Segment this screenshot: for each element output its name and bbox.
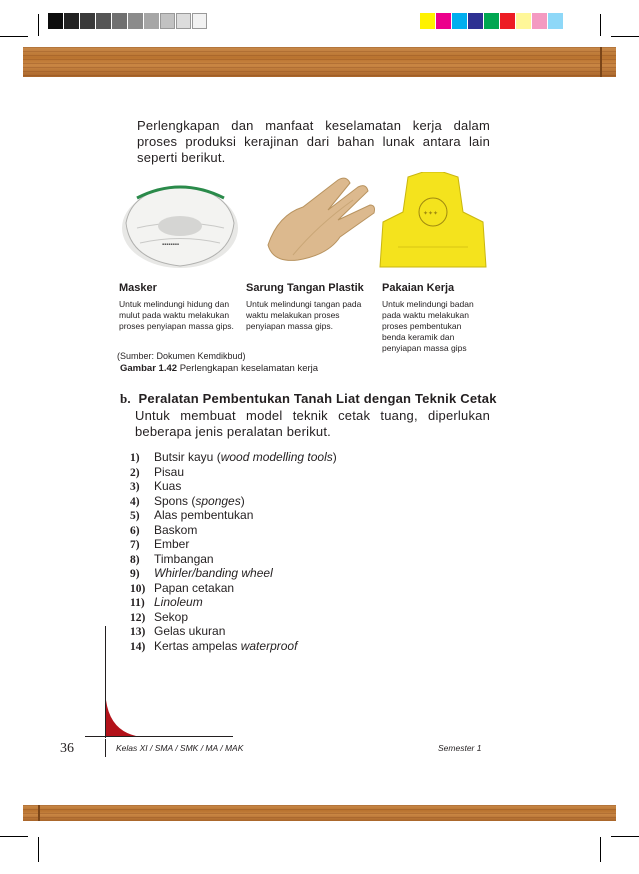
tool-text: Spons ( <box>154 493 196 508</box>
header-wood-strip <box>23 47 616 77</box>
tool-text: Papan cetakan <box>154 580 235 595</box>
color-swatch <box>516 13 531 29</box>
tool-text-after: ) <box>240 493 245 508</box>
tool-italic-text: wood modelling tools <box>220 450 333 464</box>
color-swatch <box>484 13 499 29</box>
footer-divider <box>105 739 106 757</box>
tool-text: Kertas ampelas <box>154 638 241 653</box>
svg-text:✦✦✦: ✦✦✦ <box>423 211 439 217</box>
tool-number: 6) <box>130 524 140 537</box>
apron-description: Untuk melindungi badan pada waktu melakukan proses pembentukan benda keramik dan penyiapan massa gips <box>382 299 474 353</box>
tool-list-item <box>130 639 337 654</box>
crop-mark <box>0 836 28 837</box>
color-swatch <box>452 13 467 29</box>
color-swatch <box>436 13 451 29</box>
tool-text: Kuas <box>154 479 182 493</box>
gray-swatch <box>112 13 127 29</box>
gray-swatch <box>96 13 111 29</box>
tool-list-item <box>130 624 337 639</box>
section-title: Peralatan Pembentukan Tanah Liat dengan Teknik Cetak <box>138 391 497 406</box>
tool-number: 7) <box>130 539 140 551</box>
wood-seam <box>38 805 40 821</box>
section-heading <box>120 391 497 407</box>
glove-title: Sarung Tangan Plastik <box>246 282 364 294</box>
page-number: 36 <box>60 741 74 756</box>
tool-list-item <box>130 552 337 567</box>
tool-text: Butsir kayu ( <box>154 450 221 464</box>
crop-mark <box>38 14 39 36</box>
tool-text: Pisau <box>154 464 185 479</box>
tool-text-after: ) <box>332 450 337 464</box>
mask-title: Masker <box>119 282 157 294</box>
svg-text:▪▪▪▪▪▪▪▪: ▪▪▪▪▪▪▪▪ <box>162 242 180 248</box>
tool-list-item <box>130 465 337 480</box>
gray-swatch <box>48 13 63 29</box>
tool-number: 4) <box>130 495 140 508</box>
tool-text: Alas pembentukan <box>154 508 254 522</box>
corner-ornament <box>106 700 136 736</box>
crop-mark <box>600 837 601 862</box>
apron-title: Pakaian Kerja <box>382 282 455 294</box>
crop-mark <box>611 836 639 837</box>
figure-source: (Sumber: Dokumen Kemdikbud) <box>117 351 246 361</box>
color-swatch <box>548 13 563 29</box>
mask-image <box>112 168 247 273</box>
tool-number: 11) <box>130 597 145 609</box>
tool-list-item <box>130 610 337 625</box>
gray-swatch <box>128 13 143 29</box>
gray-swatch <box>160 13 175 29</box>
color-swatch <box>500 13 515 29</box>
tool-list-item <box>130 479 337 494</box>
figure-caption <box>120 363 318 374</box>
figure-caption-label: Gambar 1.42 <box>120 363 178 374</box>
tool-number: 8) <box>130 553 140 566</box>
gray-swatch <box>192 13 207 29</box>
crop-mark <box>611 36 639 37</box>
tool-number: 13) <box>130 626 146 638</box>
tool-text: Timbangan <box>154 551 214 566</box>
tool-number: 2) <box>130 466 140 479</box>
tool-number: 14) <box>130 640 146 653</box>
tool-number: 9) <box>130 568 140 580</box>
tool-list-item <box>130 523 337 538</box>
footer-wood-strip <box>23 805 616 821</box>
tool-number: 3) <box>130 481 140 493</box>
figure-caption-text: Perlengkapan keselamatan kerja <box>179 363 319 374</box>
tool-number: 1) <box>130 452 140 464</box>
crop-mark <box>0 36 28 37</box>
gray-swatch <box>176 13 191 29</box>
tool-text: Sekop <box>154 609 189 624</box>
intro-paragraph: Perlengkapan dan manfaat keselamatan kerja dalam proses produksi kerajinan dari bahan lunak antara lain seperti berikut. <box>137 118 490 165</box>
wood-seam <box>600 47 602 77</box>
tool-italic-text: sponges <box>195 493 241 508</box>
footer-book-title: Kelas XI / SMA / SMK / MA / MAK <box>116 743 244 753</box>
tool-text: Ember <box>154 537 190 551</box>
tool-italic-text: Whirler/banding wheel <box>154 566 273 580</box>
color-swatch <box>532 13 547 29</box>
tool-list-item <box>130 537 337 552</box>
glove-description: Untuk melindungi tangan pada waktu melakukan proses penyiapan massa gips. <box>246 299 362 331</box>
tool-number: 5) <box>130 510 140 522</box>
color-swatch <box>420 13 435 29</box>
tool-italic-text: waterproof <box>240 638 298 653</box>
tool-list-item <box>130 508 337 523</box>
gray-swatch <box>64 13 79 29</box>
crop-mark <box>38 837 39 862</box>
section-body: Untuk membuat model teknik cetak tuang, diperlukan beberapa jenis peralatan berikut. <box>135 408 490 439</box>
tool-text: Baskom <box>154 522 198 537</box>
gray-swatch <box>144 13 159 29</box>
tool-list-item <box>130 595 337 610</box>
color-swatch <box>468 13 483 29</box>
tool-text: Gelas ukuran <box>154 624 226 638</box>
tool-list-item <box>130 581 337 596</box>
tool-list <box>130 450 337 653</box>
tool-list-item <box>130 494 337 509</box>
tool-list-item <box>130 566 337 581</box>
glove-image <box>258 165 383 270</box>
footer-semester: Semester 1 <box>438 743 482 753</box>
section-letter: b. <box>120 391 131 406</box>
tool-number: 12) <box>130 611 146 624</box>
tool-list-item <box>130 450 337 465</box>
tool-number: 10) <box>130 582 146 595</box>
tool-italic-text: Linoleum <box>154 595 203 609</box>
crop-mark <box>600 14 601 36</box>
corner-horizontal-line <box>85 736 233 737</box>
mask-description: Untuk melindungi hidung dan mulut pada waktu melakukan proses penyiapan massa gips. <box>119 299 234 331</box>
apron-image <box>378 172 488 270</box>
gray-swatch <box>80 13 95 29</box>
